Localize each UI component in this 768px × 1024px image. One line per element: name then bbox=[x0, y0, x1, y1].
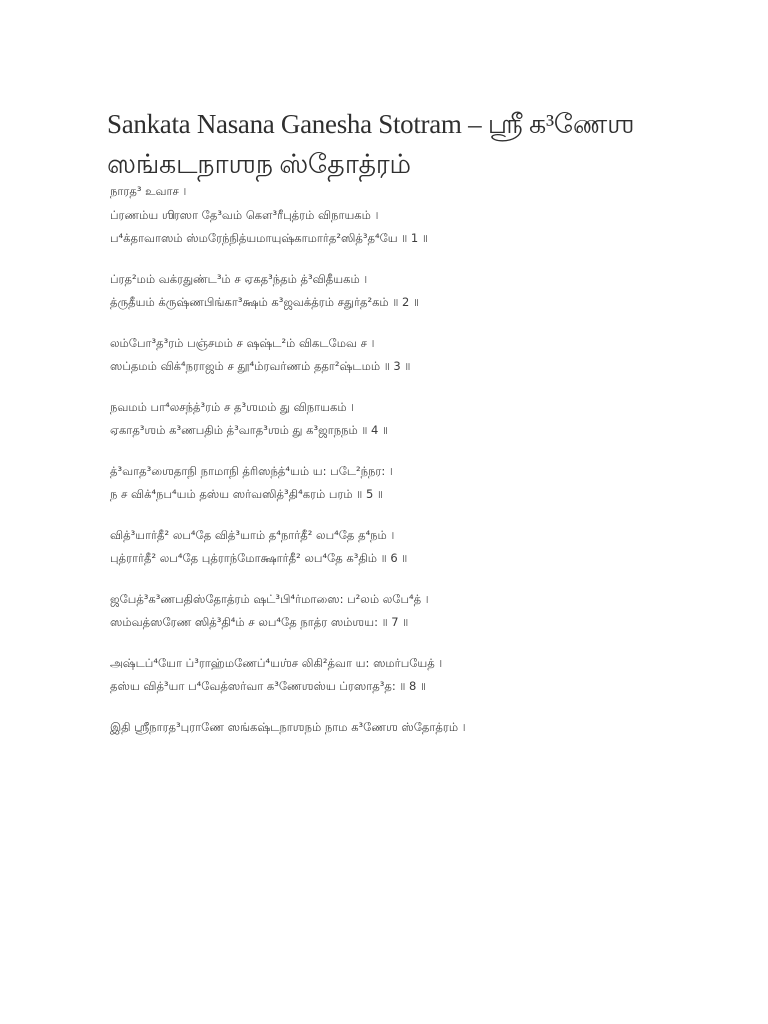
verse-line: ப்ரணம்ய ஶிரஸா தே³வம் கௌ³ரீபுத்ரம் விநாயகம் । bbox=[110, 207, 379, 222]
verse-line: வித்³யார்தீ² லப⁴தே வித்³யாம் த⁴நார்தீ² லப⁴தே த⁴நம் । bbox=[110, 527, 395, 542]
verse-2 bbox=[110, 268, 730, 315]
verse-line: அஷ்டப்⁴யோ ப்³ராஹ்மணேப்⁴யஶ்ச லிகி²த்வா ய: ஸமர்பயேத் । bbox=[110, 655, 443, 670]
verse-line: ஸப்தமம் விக்⁴நராஜம் ச தூ⁴ம்ரவர்ணம் ததா²ஷ்டமம் ॥ 3 ॥ bbox=[110, 359, 411, 373]
verse-5 bbox=[110, 460, 730, 507]
verse-line: தஸ்ய வித்³யா ப⁴வேத்ஸர்வா க³ணேஶஸ்ய ப்ரஸாத³த: ॥ 8 ॥ bbox=[110, 679, 426, 693]
verse-8 bbox=[110, 652, 730, 699]
verse-line: ந ச விக்⁴நப⁴யம் தஸ்ய ஸர்வஸித்³தி⁴கரம் பரம் ॥ 5 ॥ bbox=[110, 487, 383, 501]
colophon-line: இதி ஶ்ரீநாரத³புராணே ஸங்கஷ்டநாஶநம் நாம க³ணேஶ ஸ்தோத்ரம் । bbox=[110, 719, 466, 734]
verse-4 bbox=[110, 396, 730, 443]
stotram-body bbox=[110, 180, 730, 756]
verse-line: ஜபேத்³க³ணபதிஸ்தோத்ரம் ஷட்³பி⁴ர்மாஸை: ப²லம் லபே⁴த் । bbox=[110, 591, 429, 606]
verse-line: த்ருதீயம் க்ருஷ்ணபிங்கா³க்ஷம் க³ஜவக்த்ரம் சதுர்த²கம் ॥ 2 ॥ bbox=[110, 295, 419, 309]
title-line-1: Sankata Nasana Ganesha Stotram – ஶ்ரீ க³ணேஶ bbox=[107, 109, 635, 139]
verse-line: ஸம்வத்ஸரேண ஸித்³தி⁴ம் ச லப⁴தே நாத்ர ஸம்ஶய: ॥ 7 ॥ bbox=[110, 615, 409, 629]
colophon bbox=[110, 716, 730, 740]
verse-line: லம்போ³த³ரம் பஞ்சமம் ச ஷஷ்ட²ம் விகடமேவ ச । bbox=[110, 335, 375, 350]
verse-line: ஏகாத³ஶம் க³ணபதிம் த்³வாத³ஶம் து க³ஜாநநம் ॥ 4 ॥ bbox=[110, 423, 389, 437]
verse-line: ப⁴க்தாவாஸம் ஸ்மரேந்நித்யமாயுஷ்காமார்த²ஸித்³த⁴யே ॥ 1 ॥ bbox=[110, 231, 428, 245]
verse-6 bbox=[110, 524, 730, 571]
verse-line: நாரத³ உவாச । bbox=[110, 184, 187, 198]
verse-1 bbox=[110, 180, 730, 251]
verse-7 bbox=[110, 588, 730, 635]
verse-line: நவமம் பா⁴லசந்த்³ரம் ச த³ஶமம் து விநாயகம் । bbox=[110, 399, 355, 414]
verse-3 bbox=[110, 332, 730, 379]
verse-line: ப்ரத²மம் வக்ரதுண்ட³ம் ச ஏகத³ந்தம் த்³விதீயகம் । bbox=[110, 271, 368, 286]
page-title bbox=[107, 104, 707, 184]
verse-line: த்³வாத³ஶைதாநி நாமாநி த்ரிஸந்த்⁴யம் ய: படே²ந்நர: । bbox=[110, 463, 393, 478]
title-line-2: ஸங்கடநாஶந ஸ்தோத்ரம் bbox=[107, 149, 411, 179]
verse-line: புத்ரார்தீ² லப⁴தே புத்ராந்மோக்ஷார்தீ² லப⁴தே க³திம் ॥ 6 ॥ bbox=[110, 551, 408, 565]
